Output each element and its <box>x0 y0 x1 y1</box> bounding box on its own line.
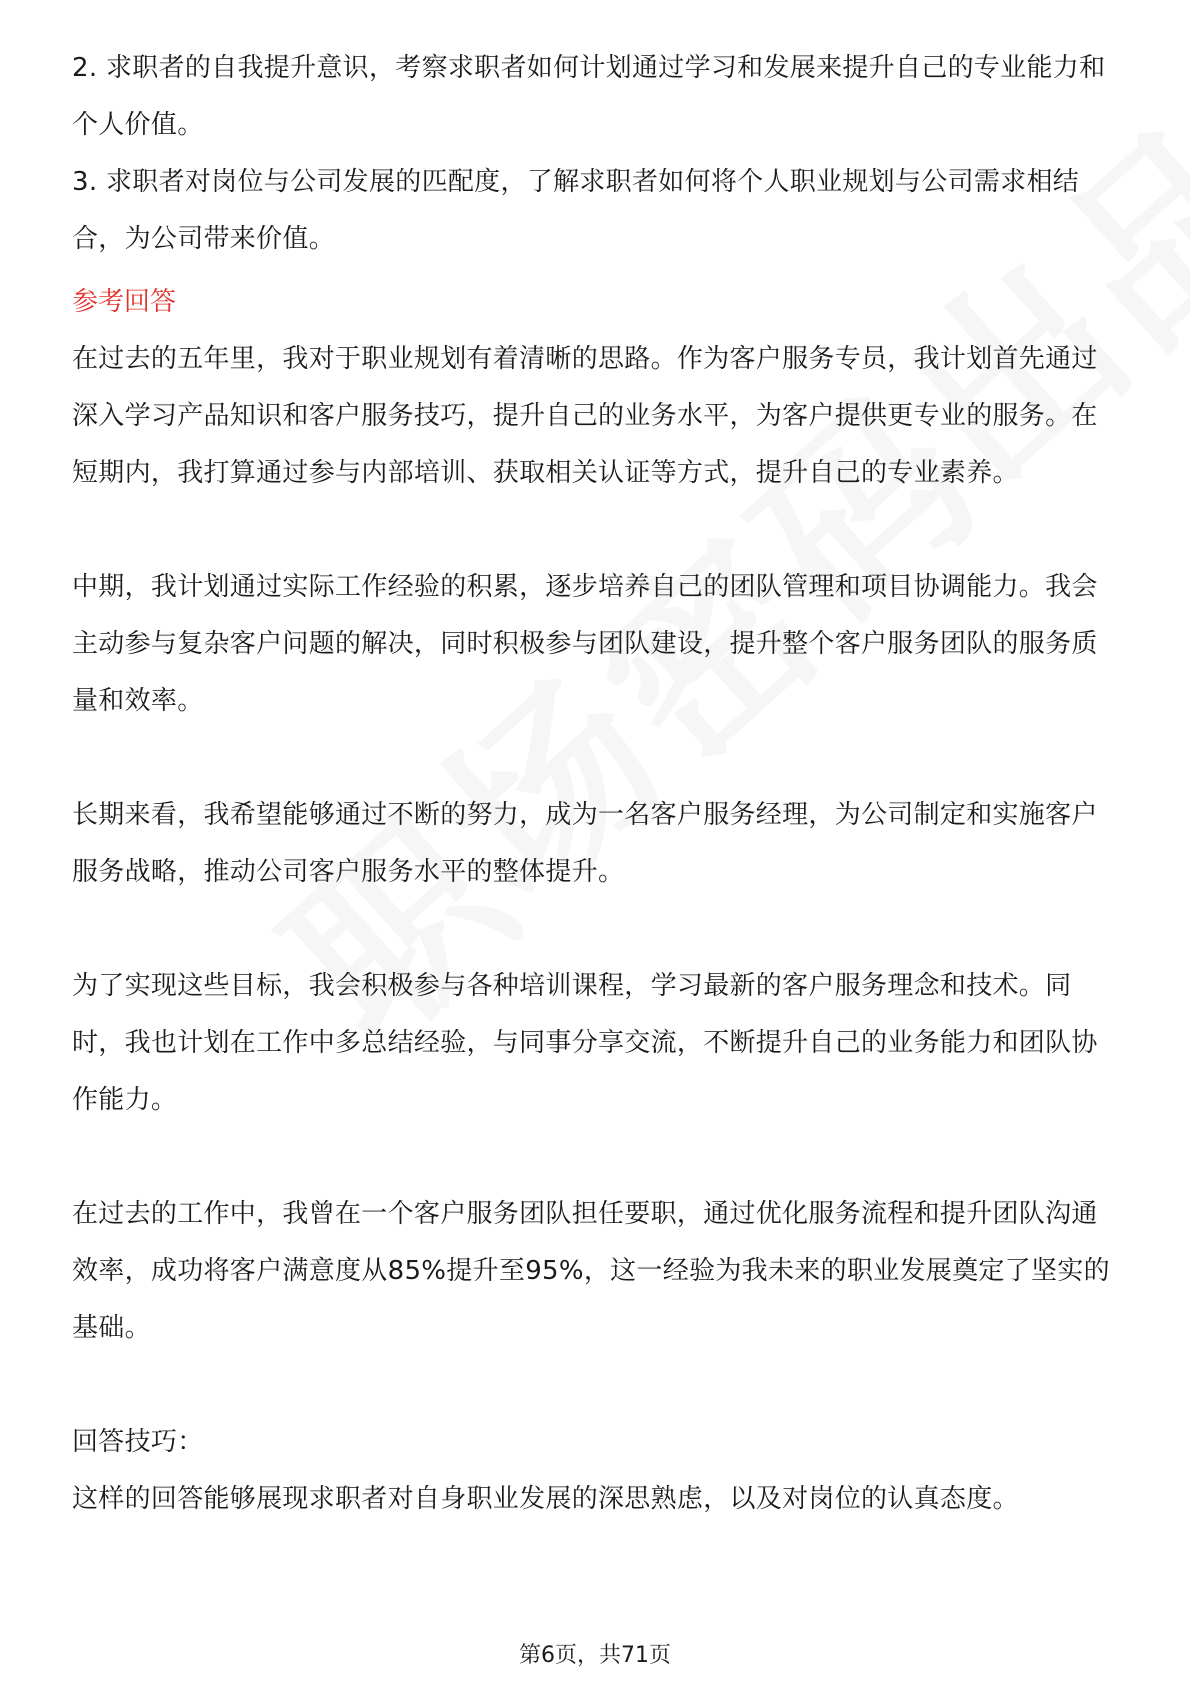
answer-paragraph-3: 长期来看，我希望能够通过不断的努力，成为一名客户服务经理，为公司制定和实施客户服务战略，推动公司客户服务水平的整体提升。 <box>72 800 1098 887</box>
answer-paragraph-5: 在过去的工作中，我曾在一个客户服务团队担任要职，通过优化服务流程和提升团队沟通效率，成功将客户满意度从85%提升至95%，这一经验为我未来的职业发展奠定了坚实的基础。 <box>72 1199 1110 1343</box>
answer-paragraph-1: 在过去的五年里，我对于职业规划有着清晰的思路。作为客户服务专员，我计划首先通过深入学习产品知识和客户服务技巧，提升自己的业务水平，为客户提供更专业的服务。在短期内，我打算通过参与内部培训、获取相关认证等方式，提升自己的专业素养。 <box>72 344 1098 488</box>
spacer <box>72 901 1118 958</box>
document-body <box>72 40 1118 1528</box>
reference-answer-heading: 参考回答 <box>72 287 177 317</box>
spacer <box>72 1357 1118 1414</box>
tips-text: 这样的回答能够展现求职者对自身职业发展的深思熟虑，以及对岗位的认真态度。 <box>72 1484 1019 1514</box>
spacer <box>72 502 1118 559</box>
paragraph-point-2: 2. 求职者的自我提升意识，考察求职者如何计划通过学习和发展来提升自己的专业能力和个人价值。 <box>72 53 1106 140</box>
answer-paragraph-2: 中期，我计划通过实际工作经验的积累，逐步培养自己的团队管理和项目协调能力。我会主动参与复杂客户问题的解决，同时积极参与团队建设，提升整个客户服务团队的服务质量和效率。 <box>72 572 1098 716</box>
tips-title: 回答技巧： <box>72 1427 204 1457</box>
page-footer: 第6页，共71页 <box>519 1643 671 1668</box>
spacer <box>72 730 1118 787</box>
paragraph-point-3: 3. 求职者对岗位与公司发展的匹配度，了解求职者如何将个人职业规划与公司需求相结合，为公司带来价值。 <box>72 167 1080 254</box>
answer-paragraph-4: 为了实现这些目标，我会积极参与各种培训课程，学习最新的客户服务理念和技术。同时，我也计划在工作中多总结经验，与同事分享交流，不断提升自己的业务能力和团队协作能力。 <box>72 971 1098 1115</box>
spacer <box>72 1129 1118 1186</box>
